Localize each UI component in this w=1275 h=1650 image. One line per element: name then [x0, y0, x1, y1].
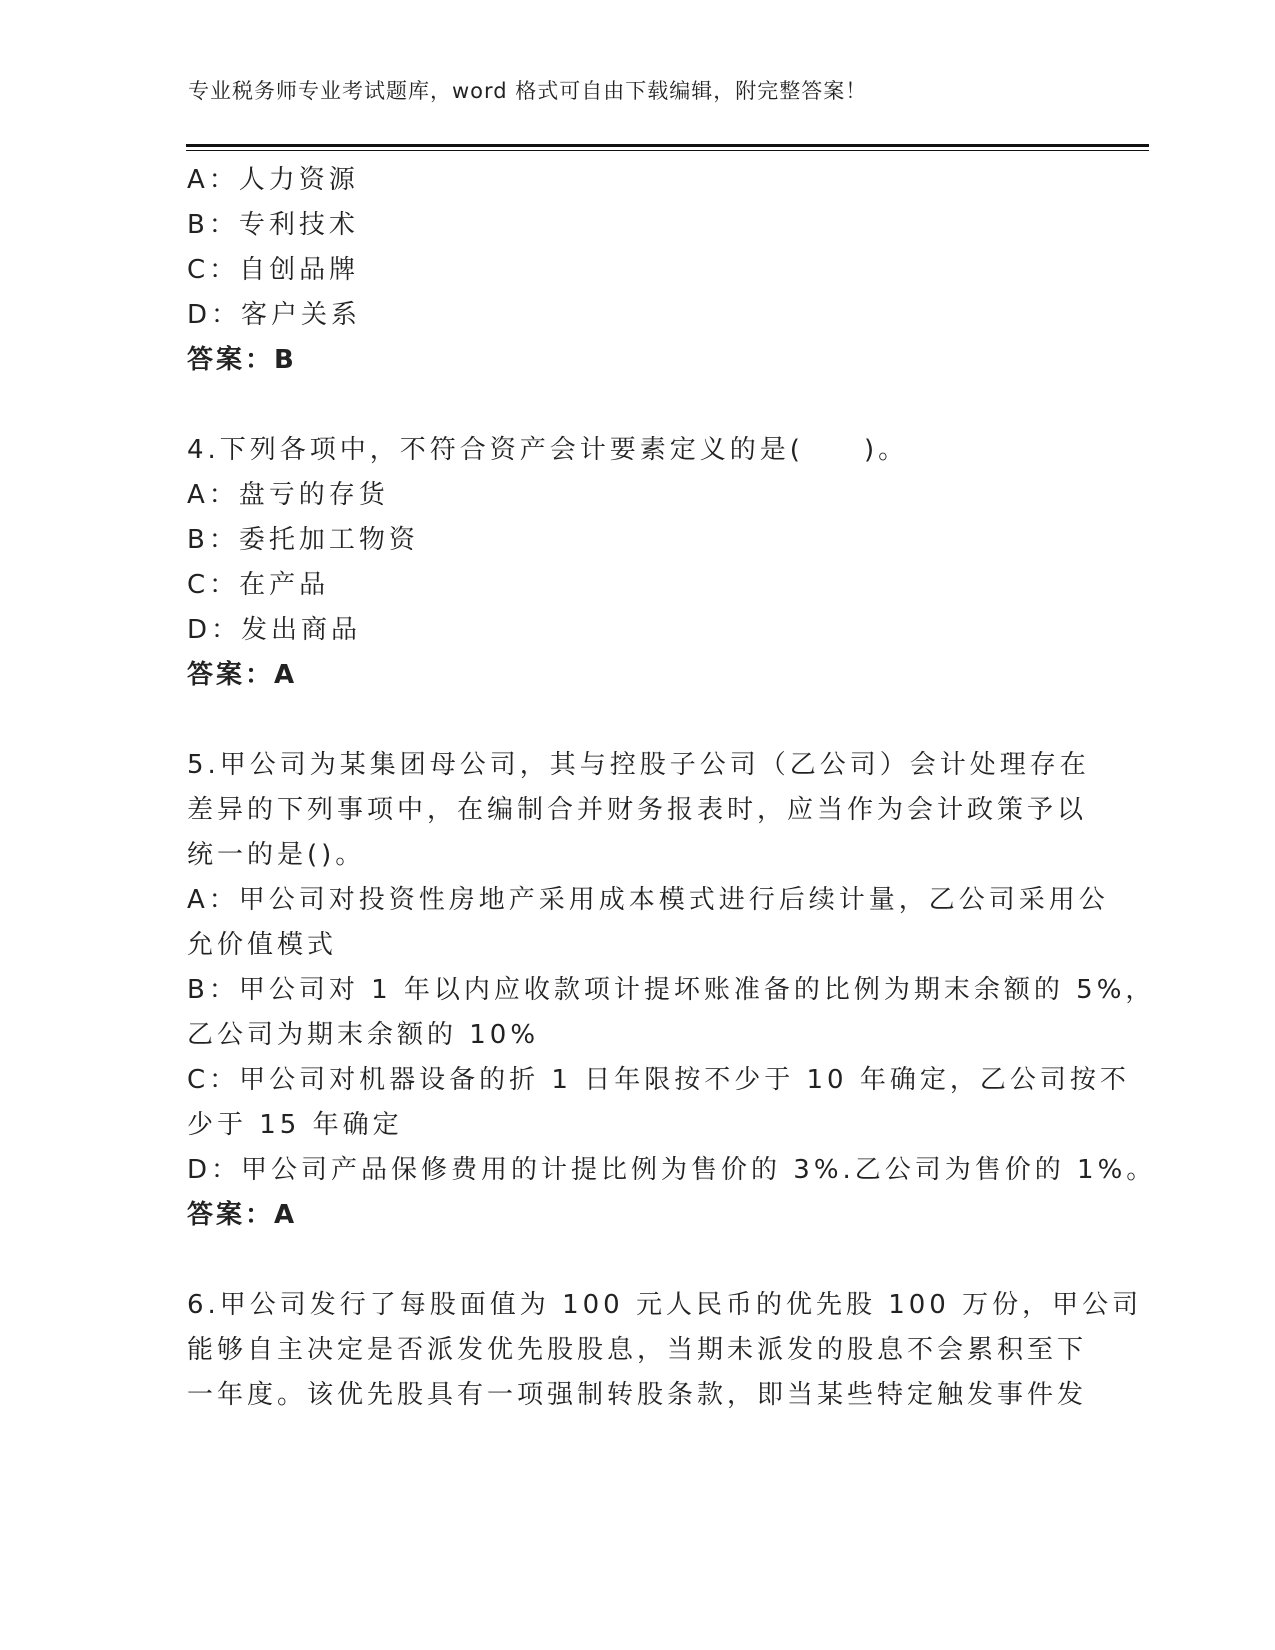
spacer: [187, 698, 1067, 743]
option-b-line: B：甲公司对 1 年以内应收款项计提坏账准备的比例为期末余额的 5%，: [187, 975, 1156, 1005]
question-content: [187, 158, 1157, 1418]
option-d: D：发出商品: [187, 615, 362, 645]
question-stem-line: 一年度。该优先股具有一项强制转股条款，即当某些特定触发事件发: [187, 1380, 1088, 1410]
question-stem-line: 6.甲公司发行了每股面值为 100 元人民币的优先股 100 万份，甲公司: [187, 1290, 1143, 1320]
answer: 答案：A: [187, 1200, 298, 1230]
option-a: A：人力资源: [187, 165, 359, 195]
question-stem-line: 能够自主决定是否派发优先股股息，当期未派发的股息不会累积至下: [187, 1335, 1088, 1365]
question-6: [187, 1283, 1143, 1418]
option-c: C：自创品牌: [187, 255, 360, 285]
answer: 答案：B: [187, 345, 297, 375]
page-header: 专业税务师专业考试题库，word 格式可自由下载编辑，附完整答案！: [188, 79, 868, 103]
question-stem-line: 差异的下列事项中，在编制合并财务报表时，应当作为会计政策予以: [187, 795, 1088, 825]
question-stem-line: 5.甲公司为某集团母公司，其与控股子公司（乙公司）会计处理存在: [187, 750, 1090, 780]
option-a-line: 允价值模式: [187, 930, 338, 960]
question-stem-line: 统一的是()。: [187, 840, 366, 870]
option-b-line: 乙公司为期末余额的 10%: [187, 1020, 540, 1050]
answer: 答案：A: [187, 660, 298, 690]
spacer: [187, 383, 1067, 428]
option-c-line: C：甲公司对机器设备的折 1 日年限按不少于 10 年确定，乙公司按不: [187, 1065, 1130, 1095]
spacer: [187, 1238, 1067, 1283]
option-b: B：专利技术: [187, 210, 359, 240]
question-3: [187, 158, 1067, 383]
header-rule-thin: [186, 150, 1149, 151]
option-c: C：在产品: [187, 570, 330, 600]
option-a: A：盘亏的存货: [187, 480, 389, 510]
option-c-line: 少于 15 年确定: [187, 1110, 403, 1140]
question-4: [187, 428, 1067, 698]
question-5: [187, 743, 1157, 1238]
option-d-line: D：甲公司产品保修费用的计提比例为售价的 3%.乙公司为售价的 1%。: [187, 1155, 1157, 1185]
option-b: B：委托加工物资: [187, 525, 419, 555]
question-stem: 4.下列各项中，不符合资产会计要素定义的是( )。: [187, 435, 909, 465]
header-rule-thick: [186, 144, 1149, 147]
option-a-line: A：甲公司对投资性房地产采用成本模式进行后续计量，乙公司采用公: [187, 885, 1109, 915]
option-d: D：客户关系: [187, 300, 362, 330]
